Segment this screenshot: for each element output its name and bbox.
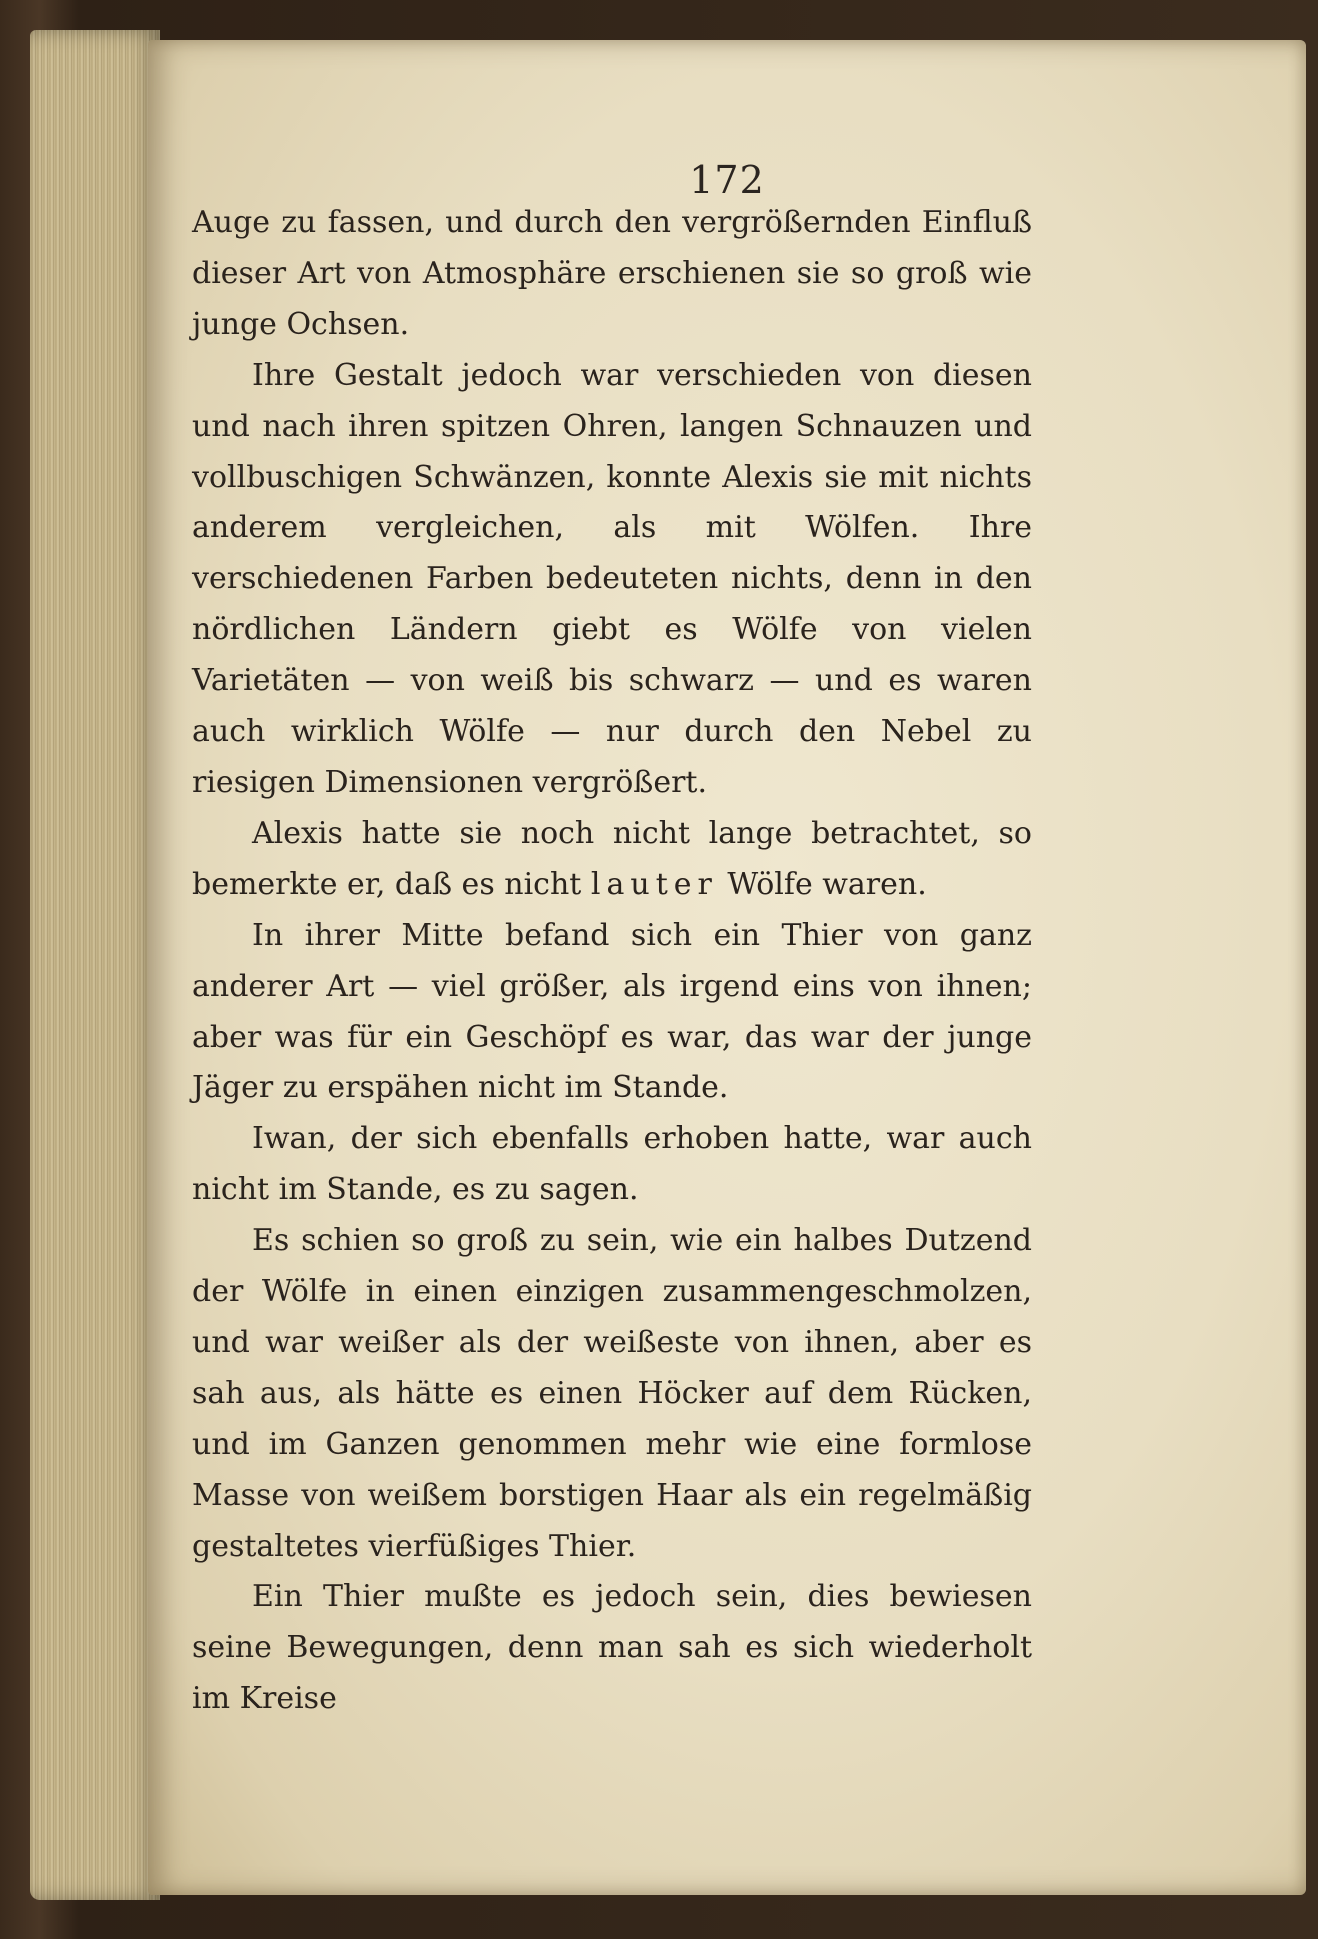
page-edges bbox=[30, 30, 160, 1900]
emphasis-lauter: lauter bbox=[590, 866, 718, 902]
paragraph-3-end: Wölfe waren. bbox=[727, 866, 927, 902]
paragraph-6: Es schien so groß zu sein, wie ein halbes Dutzend der Wölfe in einen einzigen zusammengeschmolzen, und war weißer als der weißeste von ihnen, aber es sah aus, als hätte es einen Höcker auf dem Rücken, und im Ganzen genommen mehr wie eine formlose Masse von weißem borstigen Haar als ein regelmäßig gestaltetes vierfüßiges Thier. bbox=[192, 1223, 1032, 1564]
paragraph-5: Iwan, der sich ebenfalls erhoben hatte, war auch nicht im Stande, es zu sagen. bbox=[192, 1121, 1032, 1208]
paragraph-4: In ihrer Mitte befand sich ein Thier von ganz anderer Art — viel größer, als irgend eins von ihnen; aber was für ein Geschöpf es war, das war der junge Jäger zu erspähen nicht im Stande. bbox=[192, 917, 1032, 1106]
paragraph-1: Auge zu fassen, und durch den vergrößernden Einfluß dieser Art von Atmosphäre erschienen sie so groß wie junge Ochsen. bbox=[192, 205, 1032, 342]
paragraph-7: Ein Thier mußte es jedoch sein, dies bewiesen seine Bewegungen, denn man sah es sich wiederholt im Kreise bbox=[192, 1579, 1032, 1717]
paragraph-3 bbox=[192, 809, 1032, 911]
paragraph-3-start: Alexis hatte sie noch nicht lange betrachtet, so bemerkte er, daß es nicht bbox=[192, 815, 1032, 902]
page-number: 172 bbox=[689, 158, 765, 202]
page-text bbox=[192, 198, 1032, 1725]
paragraph-2: Ihre Gestalt jedoch war verschieden von diesen und nach ihren spitzen Ohren, langen Schnauzen und vollbuschigen Schwänzen, konnte Alexis sie mit nichts anderem vergleichen, als mit Wölfen. Ihre verschiedenen Farben bedeuteten nichts, denn in den nördlichen Ländern giebt es Wölfe von vielen Varietäten — von weiß bis schwarz — und es waren auch wirklich Wölfe — nur durch den Nebel zu riesigen Dimensionen vergrößert. bbox=[192, 357, 1032, 800]
